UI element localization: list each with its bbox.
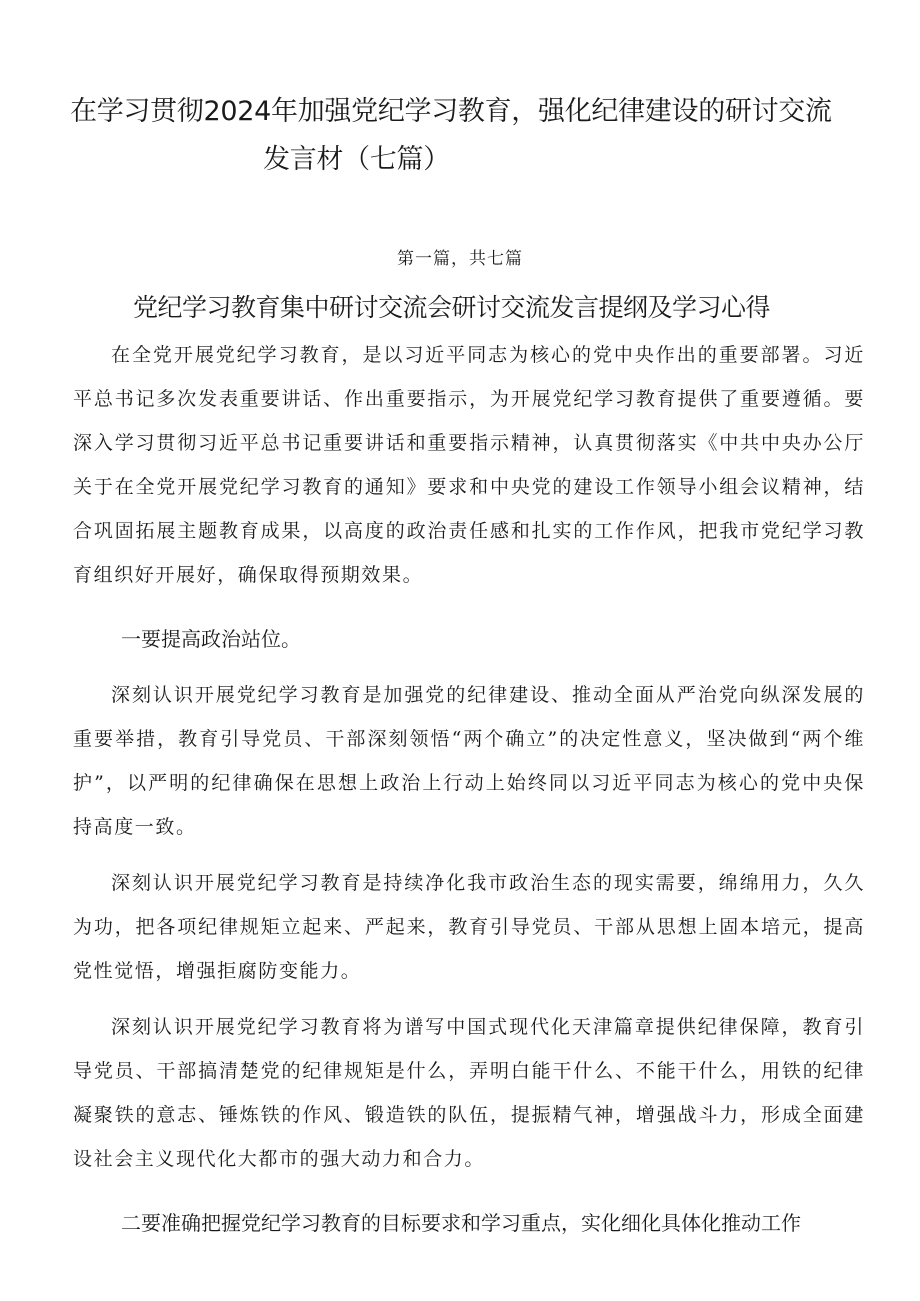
section-label: 第一篇，共七篇 bbox=[397, 249, 523, 269]
paragraph-1: 深刻认识开展党纪学习教育是加强党的纪律建设、推动全面从严治党向纵深发展的重要举措，教育引导党员、干部深刻领悟“两个确立”的决定性意义，坚决做到“两个维护”，以严明的纪律确保在思想上政治上行动上始终同以习近平同志为核心的党中央保持高度一致。 bbox=[73, 684, 865, 838]
intro-paragraph: 在全党开展党纪学习教育，是以习近平同志为核心的党中央作出的重要部署。习近平总书记多次发表重要讲话、作出重要指示，为开展党纪学习教育提供了重要遵循。要深入学习贯彻习近平总书记重要讲话和重要指示精神，认真贯彻落实《中共中央办公厅关于在全党开展党纪学习教育的通知》要求和中央党的建设工作领导小组会议精神，结合巩固拓展主题教育成果，以高度的政治责任感和扎实的工作作风，把我市党纪学习教育组织好开展好，确保取得预期效果。 bbox=[73, 344, 865, 586]
title-line-1: 在学习贯彻2024年加强党纪学习教育，强化纪律建设的研讨交流 bbox=[70, 96, 832, 127]
paragraph-3: 深刻认识开展党纪学习教育将为谱写中国式现代化天津篇章提供纪律保障，教育引导党员、干部搞清楚党的纪律规矩是什么，弄明白能干什么、不能干什么，用铁的纪律凝聚铁的意志、锤炼铁的作风、锻造铁的队伍，提振精气神，增强战斗力，形成全面建设社会主义现代化大都市的强大动力和合力。 bbox=[73, 1016, 865, 1170]
title-line-2: 发言材（七篇） bbox=[263, 144, 450, 175]
section-subtitle: 党纪学习教育集中研讨交流会研讨交流发言提纲及学习心得 bbox=[133, 293, 771, 322]
document-body bbox=[73, 333, 865, 1245]
heading-2: 二要准确把握党纪学习教育的目标要求和学习重点，实化细化具体化推动工作 bbox=[121, 1211, 801, 1235]
paragraph-2: 深刻认识开展党纪学习教育是持续净化我市政治生态的现实需要，绵绵用力，久久为功，把各项纪律规矩立起来、严起来，教育引导党员、干部从思想上固本培元，提高党性觉悟，增强拒腐防变能力。 bbox=[73, 872, 865, 982]
document-title bbox=[60, 88, 860, 184]
heading-1: 一要提高政治站位。 bbox=[121, 627, 301, 651]
